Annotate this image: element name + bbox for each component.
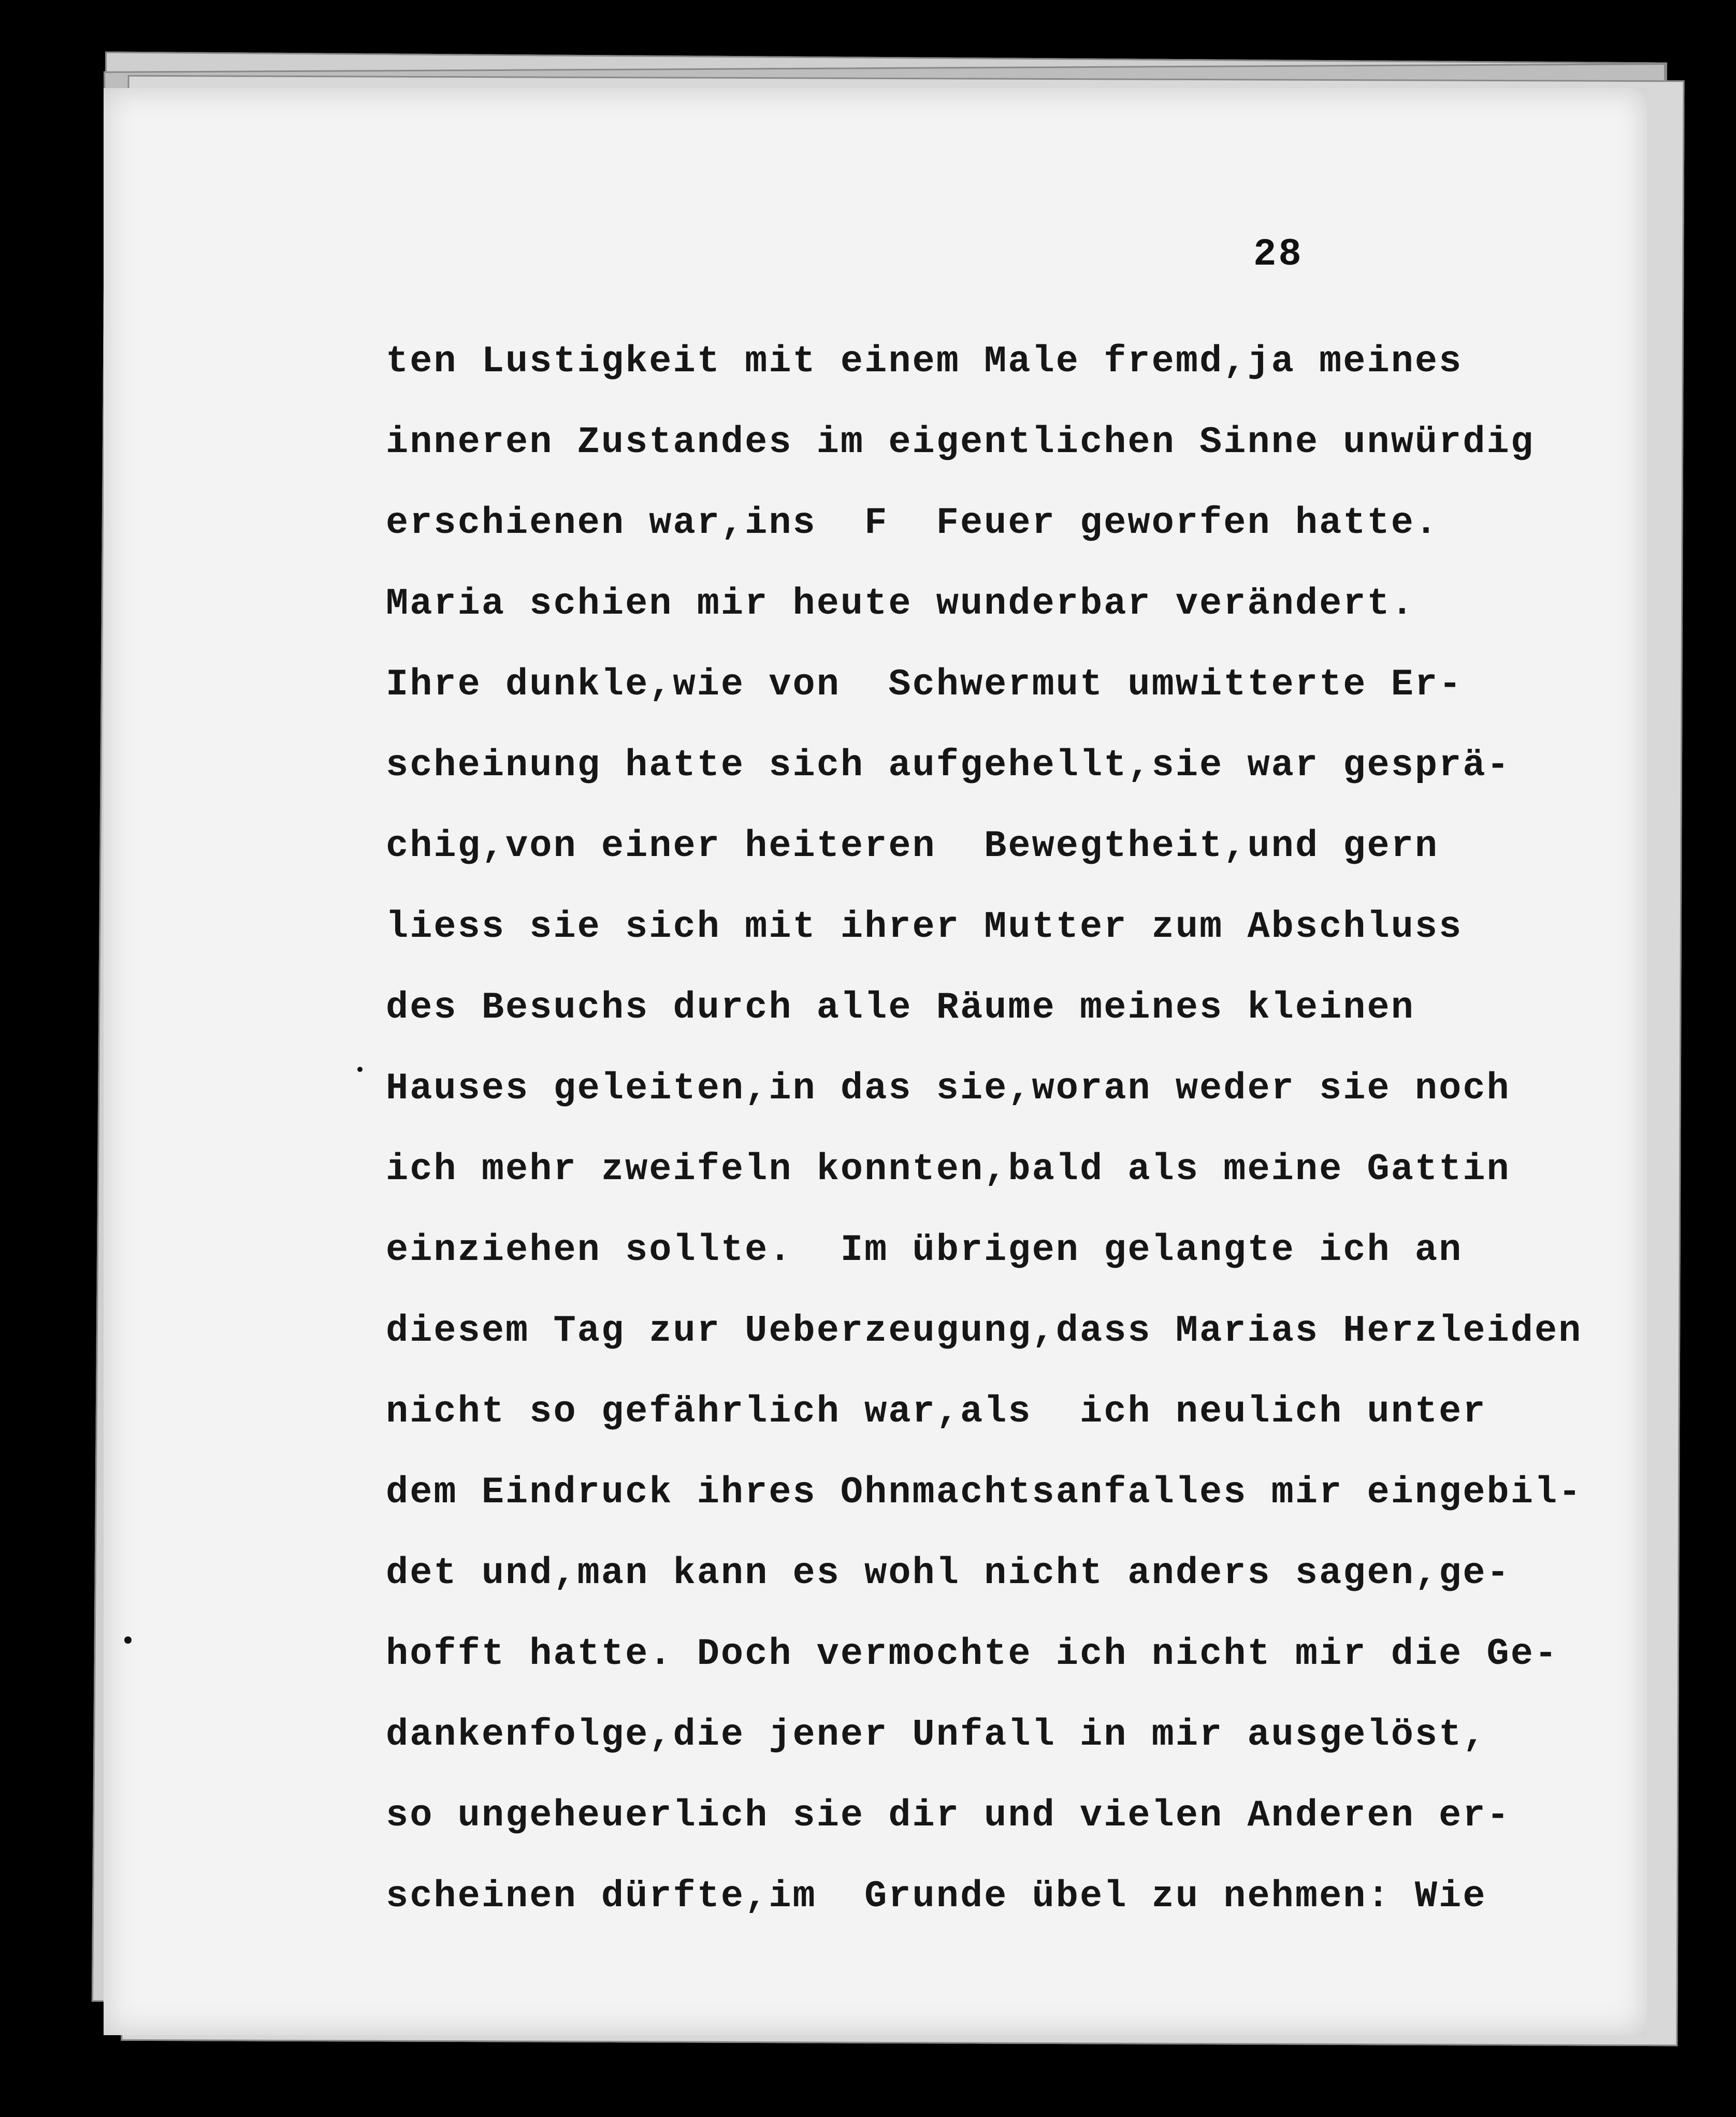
text-line: dankenfolge,die jener Unfall in mir ausgelöst, bbox=[386, 1714, 1487, 1756]
text-line: diesem Tag zur Ueberzeugung,dass Marias Herzleiden bbox=[386, 1310, 1583, 1352]
text-line: det und,man kann es wohl nicht anders sagen,ge- bbox=[386, 1552, 1511, 1594]
text-line: Hauses geleiten,in das sie,woran weder sie noch bbox=[386, 1067, 1511, 1110]
page-number: 28 bbox=[1253, 233, 1304, 277]
text-line: hofft hatte. Doch vermochte ich nicht mir die Ge- bbox=[386, 1633, 1559, 1675]
text-line: erschienen war,ins F Feuer geworfen hatte. bbox=[386, 502, 1439, 544]
text-line: chig,von einer heiteren Bewegtheit,und gern bbox=[386, 825, 1439, 867]
body-text bbox=[386, 321, 1712, 1937]
text-line: scheinen dürfte,im Grunde übel zu nehmen: Wie bbox=[386, 1875, 1487, 1918]
text-line: liess sie sich mit ihrer Mutter zum Abschluss bbox=[386, 906, 1463, 948]
text-line: einziehen sollte. Im übrigen gelangte ich an bbox=[386, 1229, 1463, 1271]
ink-speck bbox=[124, 1636, 132, 1644]
text-line: des Besuchs durch alle Räume meines kleinen bbox=[386, 987, 1415, 1029]
ink-speck bbox=[357, 1067, 363, 1072]
typewritten-page bbox=[104, 88, 1647, 2035]
text-line: dem Eindruck ihres Ohnmachtsanfalles mir eingebil- bbox=[386, 1471, 1583, 1514]
text-line: Maria schien mir heute wunderbar verändert. bbox=[386, 583, 1415, 625]
text-line: Ihre dunkle,wie von Schwermut umwitterte Er- bbox=[386, 663, 1463, 706]
text-line: inneren Zustandes im eigentlichen Sinne unwürdig bbox=[386, 421, 1535, 463]
text-line: so ungeheuerlich sie dir und vielen Anderen er- bbox=[386, 1794, 1511, 1837]
text-line: scheinung hatte sich aufgehellt,sie war gesprä- bbox=[386, 744, 1511, 787]
text-line: ten Lustigkeit mit einem Male fremd,ja meines bbox=[386, 340, 1463, 383]
text-line: ich mehr zweifeln konnten,bald als meine Gattin bbox=[386, 1148, 1511, 1191]
text-line: nicht so gefährlich war,als ich neulich unter bbox=[386, 1390, 1487, 1433]
